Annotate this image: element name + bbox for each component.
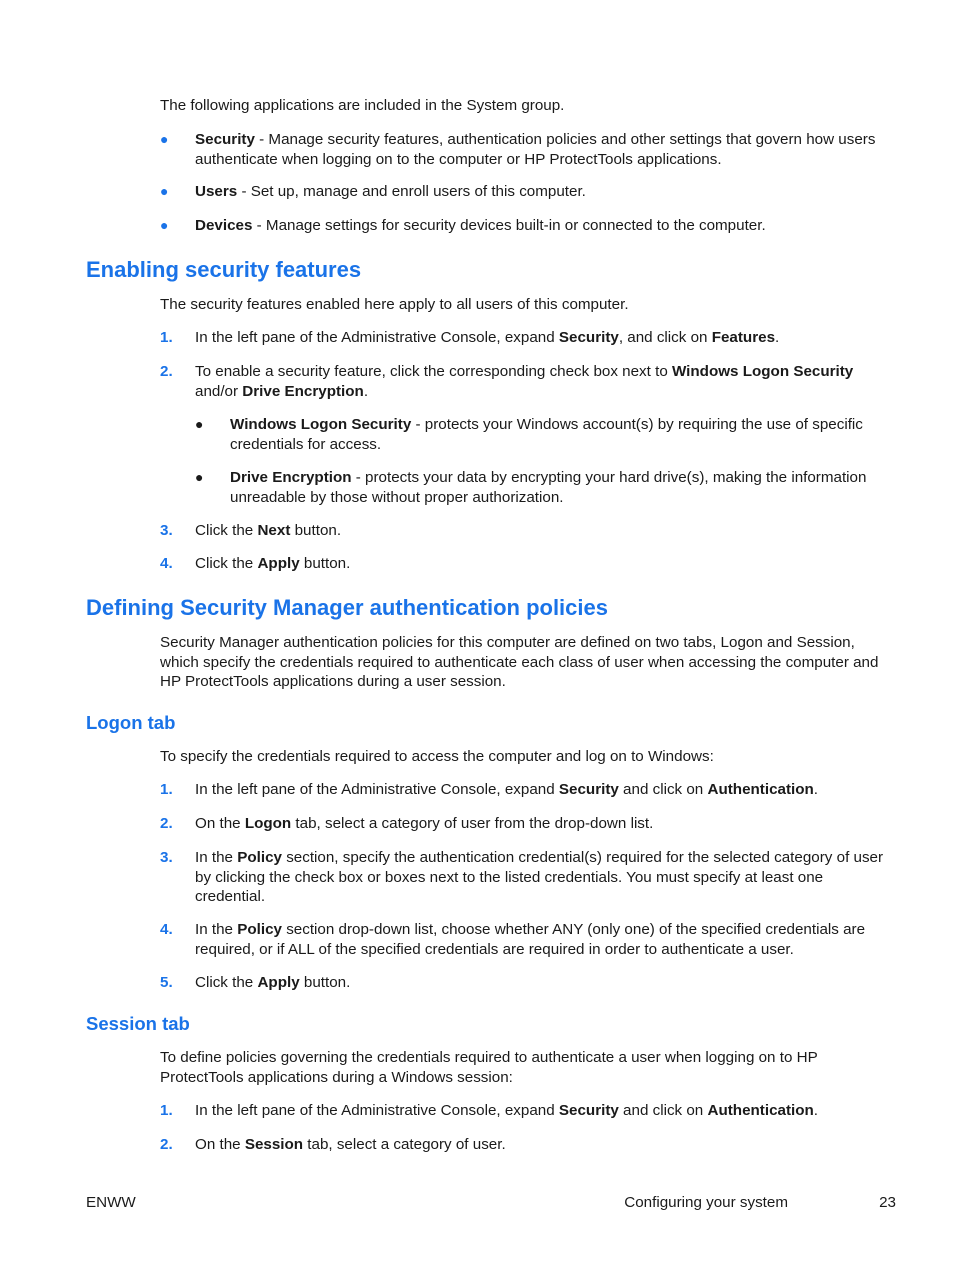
step-bold: Authentication <box>707 1102 814 1119</box>
heading-enabling: Enabling security features <box>86 257 362 282</box>
step-text: button. <box>299 555 351 572</box>
step-number: 2. <box>160 363 173 380</box>
step-bold: Policy <box>237 921 282 938</box>
step-number: 1. <box>160 329 173 346</box>
step-number: 2. <box>160 1136 173 1153</box>
item-bold: Devices <box>195 217 253 234</box>
step-bold: Policy <box>237 849 282 866</box>
step-text: In the left pane of the Administrative Console, expand <box>195 1102 559 1119</box>
item-text: - protects your Windows account(s) by requiring the use of specific credentials for access. <box>230 416 863 453</box>
step-bold: Security <box>558 1102 619 1119</box>
intro-paragraph: The following applications are included in the System group. <box>160 97 565 114</box>
step-text: Click the <box>195 555 258 572</box>
step-text: , and click on <box>618 329 712 346</box>
step-text: Click the <box>195 522 258 539</box>
step-bold: Apply <box>257 555 300 572</box>
step-number: 4. <box>160 555 173 572</box>
step-number: 1. <box>160 781 173 798</box>
step-text: section drop-down list, choose whether ANY (only one) of the specified credentials are required, or if ALL of the specified credentials are required in order to authenticate a user. <box>195 921 866 958</box>
item-text: - Manage security features, authentication policies and other settings that govern how users authenticate when logging on to the computer or HP ProtectTools applications. <box>195 131 876 168</box>
step-text: and/or <box>195 382 243 400</box>
enabling-intro: The security features enabled here apply to all users of this computer. <box>160 296 629 313</box>
step-bold: Security <box>558 329 619 346</box>
item-text: - Set up, manage and enroll users of this computer. <box>237 183 586 200</box>
step-bold: Session <box>244 1136 304 1153</box>
step-text: In the <box>195 921 238 938</box>
item-bold: Drive Encryption <box>230 469 352 486</box>
step-text: tab, select a category of user. <box>303 1136 506 1153</box>
page-number: 23 <box>879 1194 896 1211</box>
step-number: 3. <box>160 522 173 539</box>
step-bold: Drive Encryption <box>242 382 364 400</box>
footer-section: Configuring your system <box>624 1194 788 1211</box>
session-intro: To define policies governing the credentials required to authenticate a user when logging on to HP ProtectTools applications during a Windows session: <box>160 1049 818 1086</box>
step-bold: Windows Logon Security <box>671 363 854 380</box>
step-bold: Authentication <box>707 781 814 798</box>
step-text: . <box>363 382 369 400</box>
item-text: - protects your data by encrypting your hard drive(s), making the information unreadable by those without proper authorization. <box>230 469 867 506</box>
bullet-icon: ● <box>160 217 169 233</box>
step-number: 4. <box>160 921 173 938</box>
item-bold: Users <box>195 183 238 200</box>
step-number: 3. <box>160 849 173 866</box>
step-text: In the left pane of the Administrative Console, expand <box>195 329 559 346</box>
heading-session-tab: Session tab <box>86 1013 190 1034</box>
step-bold: Next <box>257 522 291 539</box>
heading-defining: Defining Security Manager authentication policies <box>86 595 608 620</box>
step-text: and click on <box>618 1102 708 1119</box>
bullet-icon: ● <box>160 131 169 147</box>
step-bold: Security <box>558 781 619 798</box>
step-text: In the left pane of the Administrative Console, expand <box>195 781 559 798</box>
step-text: . <box>813 1102 819 1119</box>
step-text: Click the <box>195 974 258 991</box>
step-bold: Apply <box>257 974 300 991</box>
footer-left: ENWW <box>86 1194 136 1211</box>
step-bold: Features <box>711 329 776 346</box>
item-text: - Manage settings for security devices built-in or connected to the computer. <box>252 217 766 234</box>
item-bold: Security <box>195 131 255 148</box>
step-text: On the <box>195 1136 245 1153</box>
step-text: and click on <box>618 781 708 798</box>
step-text: In the <box>195 849 238 866</box>
logon-intro: To specify the credentials required to access the computer and log on to Windows: <box>160 748 714 765</box>
step-number: 5. <box>160 974 173 991</box>
step-text: . <box>813 781 819 798</box>
bullet-icon: ● <box>195 469 204 485</box>
step-text: On the <box>195 815 245 832</box>
step-text: button. <box>299 974 351 991</box>
step-text: tab, select a category of user from the drop-down list. <box>291 815 654 832</box>
bullet-icon: ● <box>160 183 169 199</box>
defining-intro: Security Manager authentication policies for this computer are defined on two tabs, Logon and Session, which specify the credentials required to authenticate each class of user when accessing the computer and HP ProtectTools applications during a user session. <box>160 634 879 690</box>
step-bold: Logon <box>244 815 292 832</box>
step-text: . <box>775 329 780 346</box>
step-number: 2. <box>160 815 173 832</box>
step-text: section, specify the authentication credential(s) required for the selected category of user by clicking the check box or boxes next to the listed credentials. You must specify at least one credential. <box>195 849 884 905</box>
heading-logon-tab: Logon tab <box>86 712 176 733</box>
step-number: 1. <box>160 1102 173 1119</box>
step-text: To enable a security feature, click the corresponding check box next to <box>195 363 672 380</box>
step-text: button. <box>290 522 342 539</box>
bullet-icon: ● <box>195 416 204 432</box>
item-bold: Windows Logon Security <box>230 416 412 433</box>
